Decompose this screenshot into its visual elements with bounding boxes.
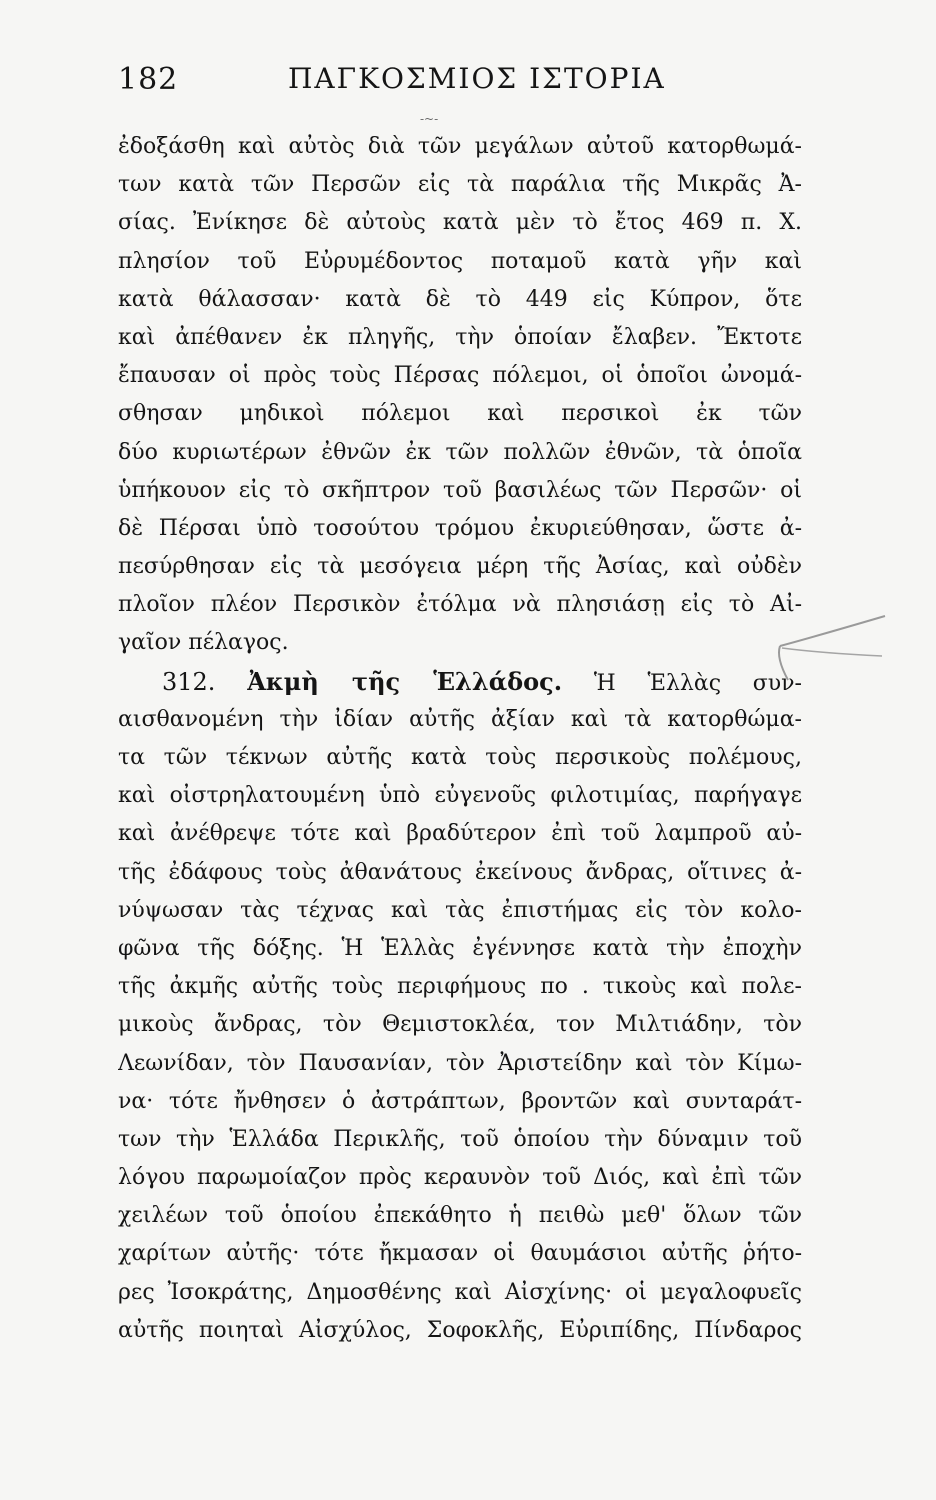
text-line: πλοῖον πλέον Περσικὸν ἐτόλμα νὰ πλησιάσῃ εἰς τὸ Αἰ-	[118, 592, 802, 618]
section-number: 312.	[162, 667, 216, 696]
text-line: δύο κυριωτέρων ἐθνῶν ἐκ τῶν πολλῶν ἐθνῶν, τὰ ὁποῖα	[118, 439, 802, 465]
section-heading-line	[118, 663, 802, 701]
text-line: μικοὺς ἄνδρας, τὸν Θεμιστοκλέα, τον Μιλτιάδην, τὸν	[118, 1012, 802, 1038]
section-title: Ἀκμὴ τῆς Ἑλλάδος.	[247, 666, 563, 696]
text-line: να· τότε ἤνθησεν ὁ ἀστράπτων, βροντῶν καὶ συνταράτ-	[118, 1088, 802, 1114]
text-line: χαρίτων αὐτῆς· τότε ἤκμασαν οἱ θαυμάσιοι αὐτῆς ῥήτο-	[118, 1241, 802, 1267]
running-title: ΠΑΓΚΟΣΜΙΟΣ ΙΣΤΟΡΙΑ	[288, 62, 666, 95]
text-line: ρες Ἰσοκράτης, Δημοσθένης καὶ Αἰσχίνης· οἱ μεγαλοφυεῖς	[118, 1279, 802, 1305]
text-line: ἔπαυσαν οἱ πρὸς τοὺς Πέρσας πόλεμοι, οἱ ὁποῖοι ὠνομά-	[118, 363, 802, 389]
text-line: τῆς ἐδάφους τοὺς ἀθανάτους ἐκείνους ἄνδρας, οἵτινες ἀ-	[118, 859, 802, 885]
text-line: σθησαν μηδικοὶ πόλεμοι καὶ περσικοὶ ἐκ τῶν	[118, 401, 802, 427]
text-line: γαῖον πέλαγος.	[118, 630, 289, 656]
text-line: λόγου παρωμοίαζον πρὸς κεραυνὸν τοῦ Διός, καὶ ἐπὶ τῶν	[118, 1165, 802, 1191]
text-line: καὶ ἀνέθρεψε τότε καὶ βραδύτερον ἐπὶ τοῦ λαμπροῦ αὐ-	[118, 821, 802, 847]
section-first-line-text: Ἡ Ἑλλὰς συν-	[593, 670, 802, 696]
pencil-annotation-mark	[770, 598, 890, 688]
text-line: πλησίον τοῦ Εὐρυμέδοντος ποταμοῦ κατὰ γῆν καὶ	[118, 248, 802, 274]
page-header	[118, 62, 798, 102]
paragraph-2	[118, 701, 802, 1350]
text-line: τῆς ἀκμῆς αὐτῆς τοὺς περιφήμους πο . τικοὺς καὶ πολε-	[118, 974, 802, 1000]
text-line: των κατὰ τῶν Περσῶν εἰς τὰ παράλια τῆς Μικρᾶς Ἀ-	[118, 172, 802, 198]
text-line: κατὰ θάλασσαν· κατὰ δὲ τὸ 449 εἰς Κύπρον, ὅτε	[118, 286, 802, 312]
paragraph-1	[118, 128, 802, 663]
text-line: των τὴν Ἑλλάδα Περικλῆς, τοῦ ὁποίου τὴν δύναμιν τοῦ	[118, 1126, 802, 1152]
text-line: ἐδοξάσθη καὶ αὐτὸς διὰ τῶν μεγάλων αὐτοῦ κατορθωμά-	[118, 134, 802, 159]
text-line: χειλέων τοῦ ὁποίου ἐπεκάθητο ἡ πειθὼ μεθ' ὅλων τῶν	[118, 1203, 802, 1229]
text-line: αὐτῆς ποιηταὶ Αἰσχύλος, Σοφοκλῆς, Εὐριπίδης, Πίνδαρος	[118, 1317, 802, 1343]
header-ornament: -~-	[420, 112, 439, 126]
text-line: νύψωσαν τὰς τέχνας καὶ τὰς ἐπιστήμας εἰς τὸν κολο-	[118, 897, 802, 923]
body-text	[118, 128, 802, 1350]
text-line: αισθανομένη τὴν ἰδίαν αὐτῆς ἀξίαν καὶ τὰ κατορθώμα-	[118, 706, 802, 732]
text-line: καὶ ἀπέθανεν ἐκ πληγῆς, τὴν ὁποίαν ἔλαβεν. Ἔκτοτε	[118, 324, 802, 350]
text-line: ὑπήκουον εἰς τὸ σκῆπτρον τοῦ βασιλέως τῶν Περσῶν· οἱ	[118, 477, 802, 503]
text-line: πεσύρθησαν εἰς τὰ μεσόγεια μέρη τῆς Ἀσίας, καὶ οὐδὲν	[118, 554, 802, 580]
text-line: καὶ οἰστρηλατουμένη ὑπὸ εὐγενοῦς φιλοτιμίας, παρήγαγε	[118, 783, 802, 809]
text-line: τα τῶν τέκνων αὐτῆς κατὰ τοὺς περσικοὺς πολέμους,	[118, 745, 802, 770]
text-line: σίας. Ἐνίκησε δὲ αὐτοὺς κατὰ μὲν τὸ ἔτος 469 π. Χ.	[118, 210, 802, 236]
text-line: φῶνα τῆς δόξης. Ἡ Ἑλλὰς ἐγέννησε κατὰ τὴν ἐποχὴν	[118, 935, 802, 961]
page-number: 182	[118, 62, 179, 97]
text-line: Λεωνίδαν, τὸν Παυσανίαν, τὸν Ἀριστείδην καὶ τὸν Κίμω-	[118, 1050, 802, 1076]
text-line: δὲ Πέρσαι ὑπὸ τοσούτου τρόμου ἐκυριεύθησαν, ὥστε ἀ-	[118, 515, 802, 541]
